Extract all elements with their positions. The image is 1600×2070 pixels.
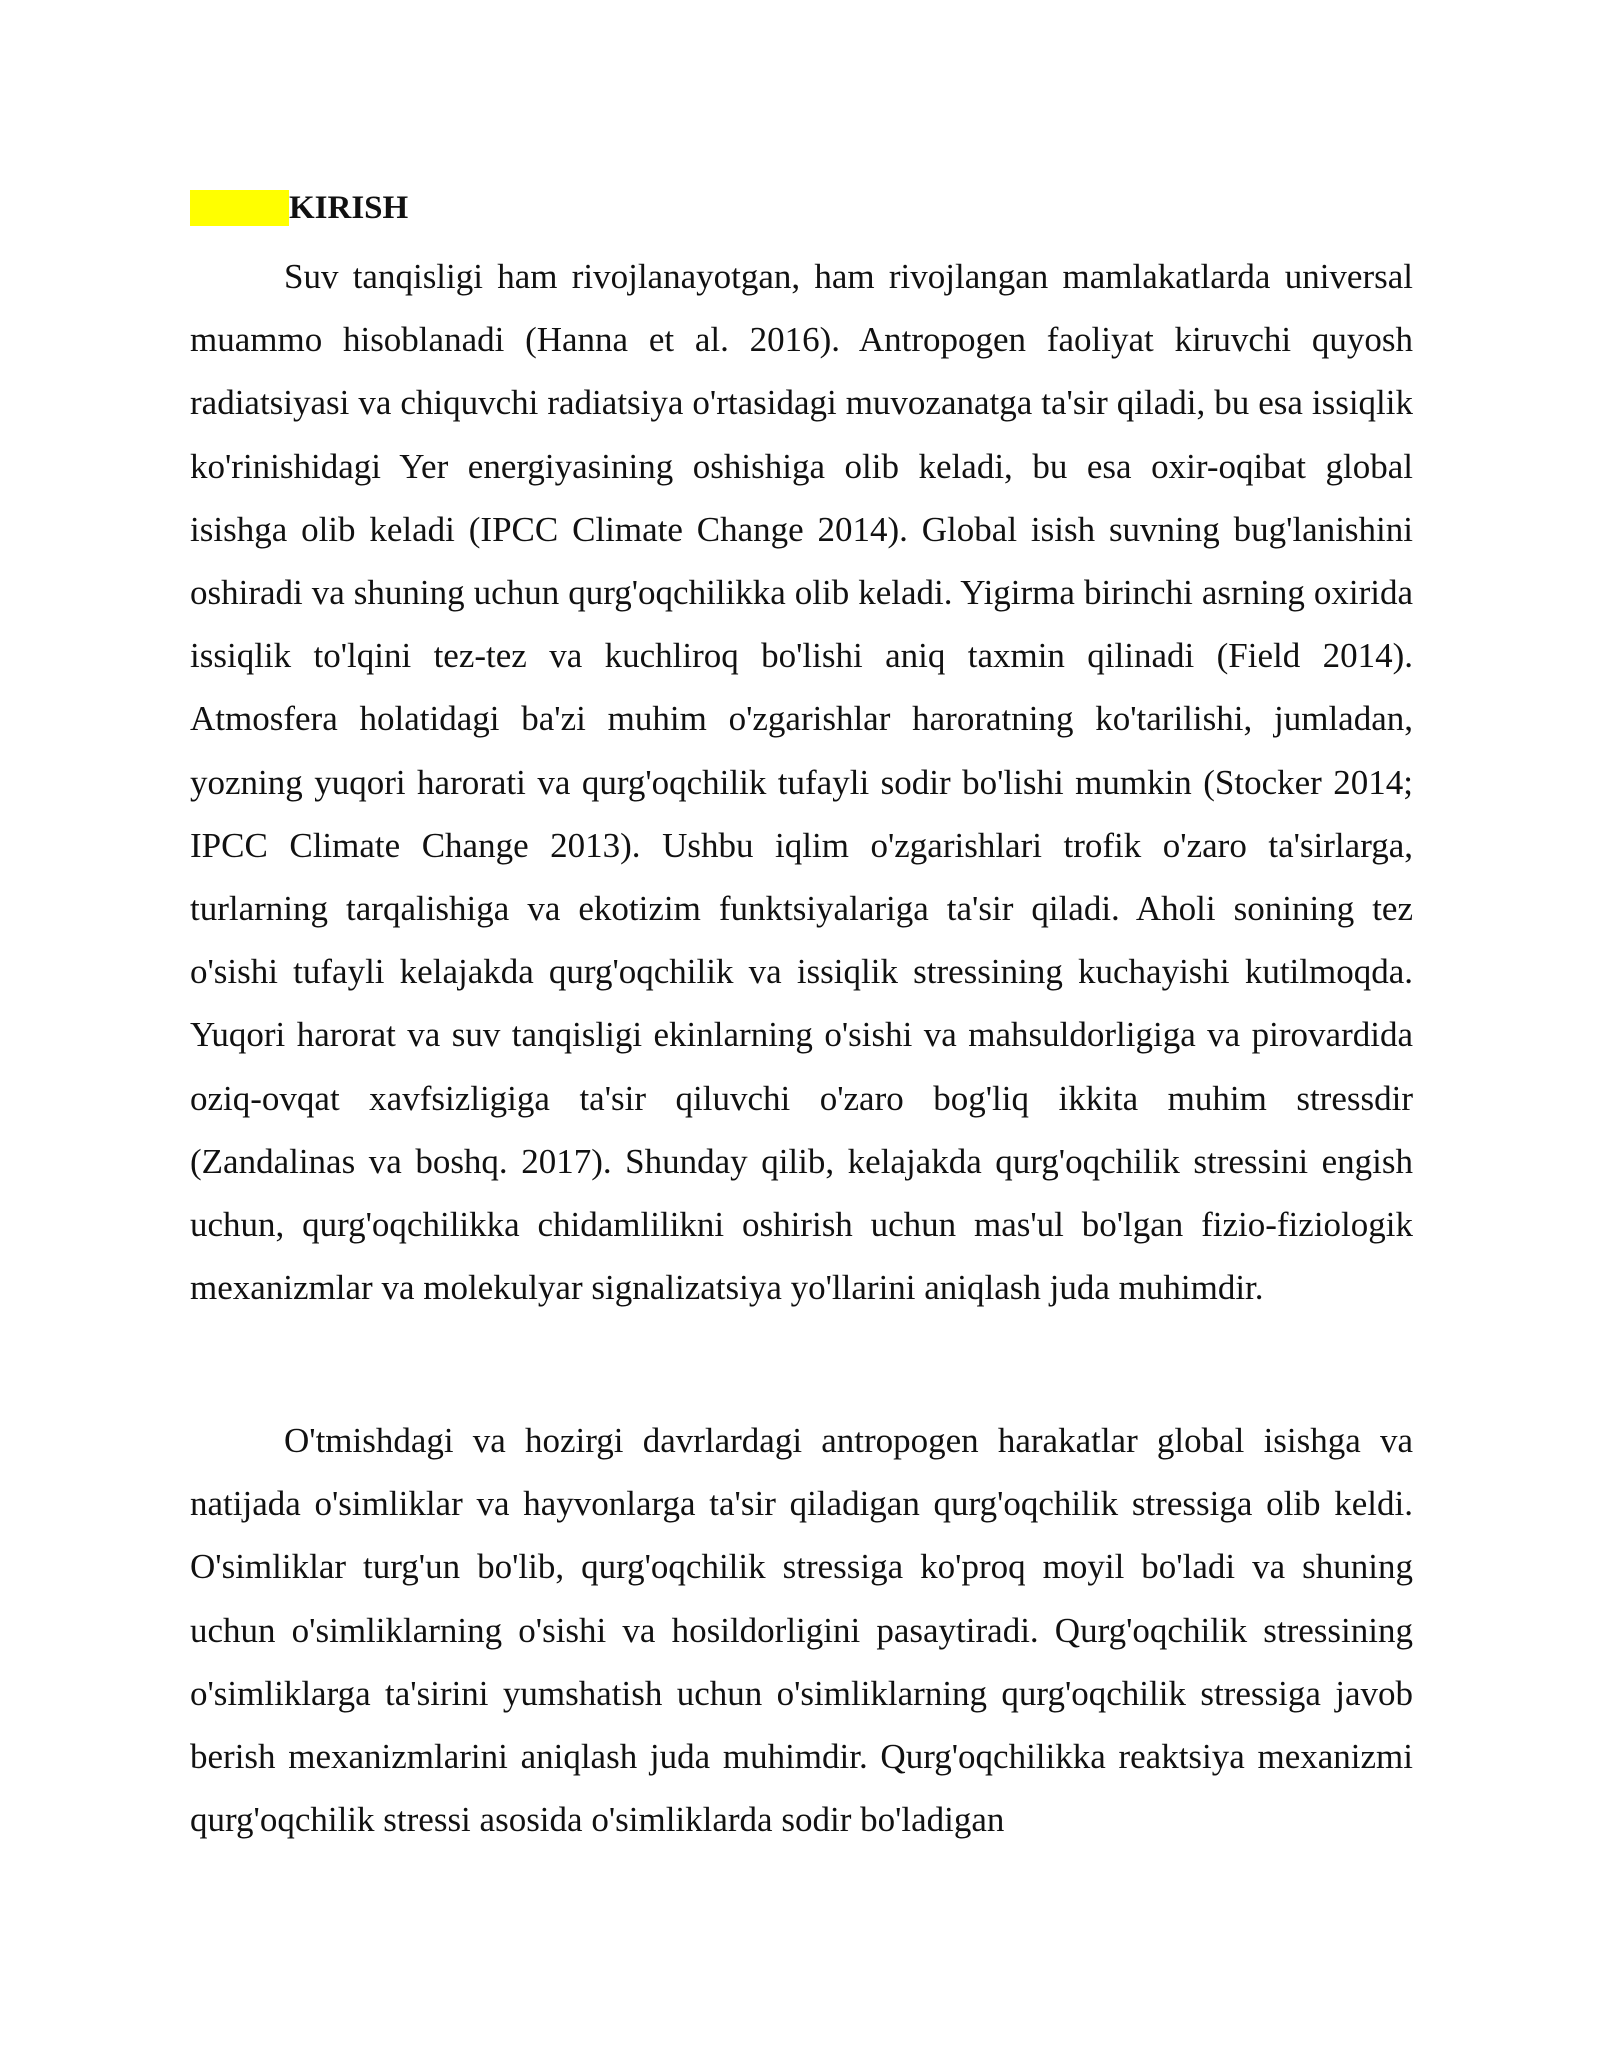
paragraph-2: O'tmishdagi va hozirgi davrlardagi antropogen harakatlar global isishga va natijada o'simliklar va hayvonlarga ta'sir qiladigan qurg'oqchilik stressiga olib keldi. O'simliklar turg'un bo'lib, qurg'oqchilik stressiga ko'proq moyil bo'ladi va shuning uchun o'simliklarning o'sishi va hosildorligini pasaytiradi. Qurg'oqchilik stressining o'simliklarga ta'sirini yumshatish uchun o'simliklarning qurg'oqchilik stressiga javob berish mexanizmlarini aniqlash juda muhimdir. Qurg'oqchilikka reaktsiya mexanizmi qurg'oqchilik stressi asosida o'simliklarda sodir bo'ladigan xyxy=(190,1421,1413,1840)
heading-text: KIRISH xyxy=(289,190,409,226)
highlight-mark xyxy=(190,190,289,226)
paragraph-1: Suv tanqisligi ham rivojlanayotgan, ham rivojlangan mamlakatlarda universal muammo hisoblanadi (Hanna et al. 2016). Antropogen faoliyat kiruvchi quyosh radiatsiyasi va chiquvchi radiatsiya o'rtasidagi muvozanatga ta'sir qiladi, bu esa issiqlik ko'rinishidagi Yer energiyasining oshishiga olib keladi, bu esa oxir-oqibat global isishga olib keladi (IPCC Climate Change 2014). Global isish suvning bug'lanishini oshiradi va shuning uchun qurg'oqchilikka olib keladi. Yigirma birinchi asrning oxirida issiqlik to'lqini tez-tez va kuchliroq bo'lishi aniq taxmin qilinadi (Field 2014). Atmosfera holatidagi ba'zi muhim o'zgarishlar haroratning ko'tarilishi, jumladan, yozning yuqori harorati va qurg'oqchilik tufayli sodir bo'lishi mumkin (Stocker 2014; IPCC Climate Change 2013). Ushbu iqlim o'zgarishlari trofik o'zaro ta'sirlarga, turlarning tarqalishiga va ekotizim funktsiyalariga ta'sir qiladi. Aholi sonining tez o'sishi tufayli kelajakda qurg'oqchilik va issiqlik stressining kuchayishi kutilmoqda. Yuqori harorat va suv tanqisligi ekinlarning o'sishi va mahsuldorligiga va pirovardida oziq-ovqat xavfsizligiga ta'sir qiluvchi o'zaro bog'liq ikkita muhim stressdir (Zandalinas va boshq. 2017). Shunday qilib, kelajakda qurg'oqchilik stressini engish uchun, qurg'oqchilikka chidamlilikni oshirish uchun mas'ul bo'lgan fizio-fiziologik mexanizmlar va molekulyar signalizatsiya yo'llarini aniqlash juda muhimdir. xyxy=(190,257,1413,1308)
section-heading xyxy=(190,186,1413,230)
